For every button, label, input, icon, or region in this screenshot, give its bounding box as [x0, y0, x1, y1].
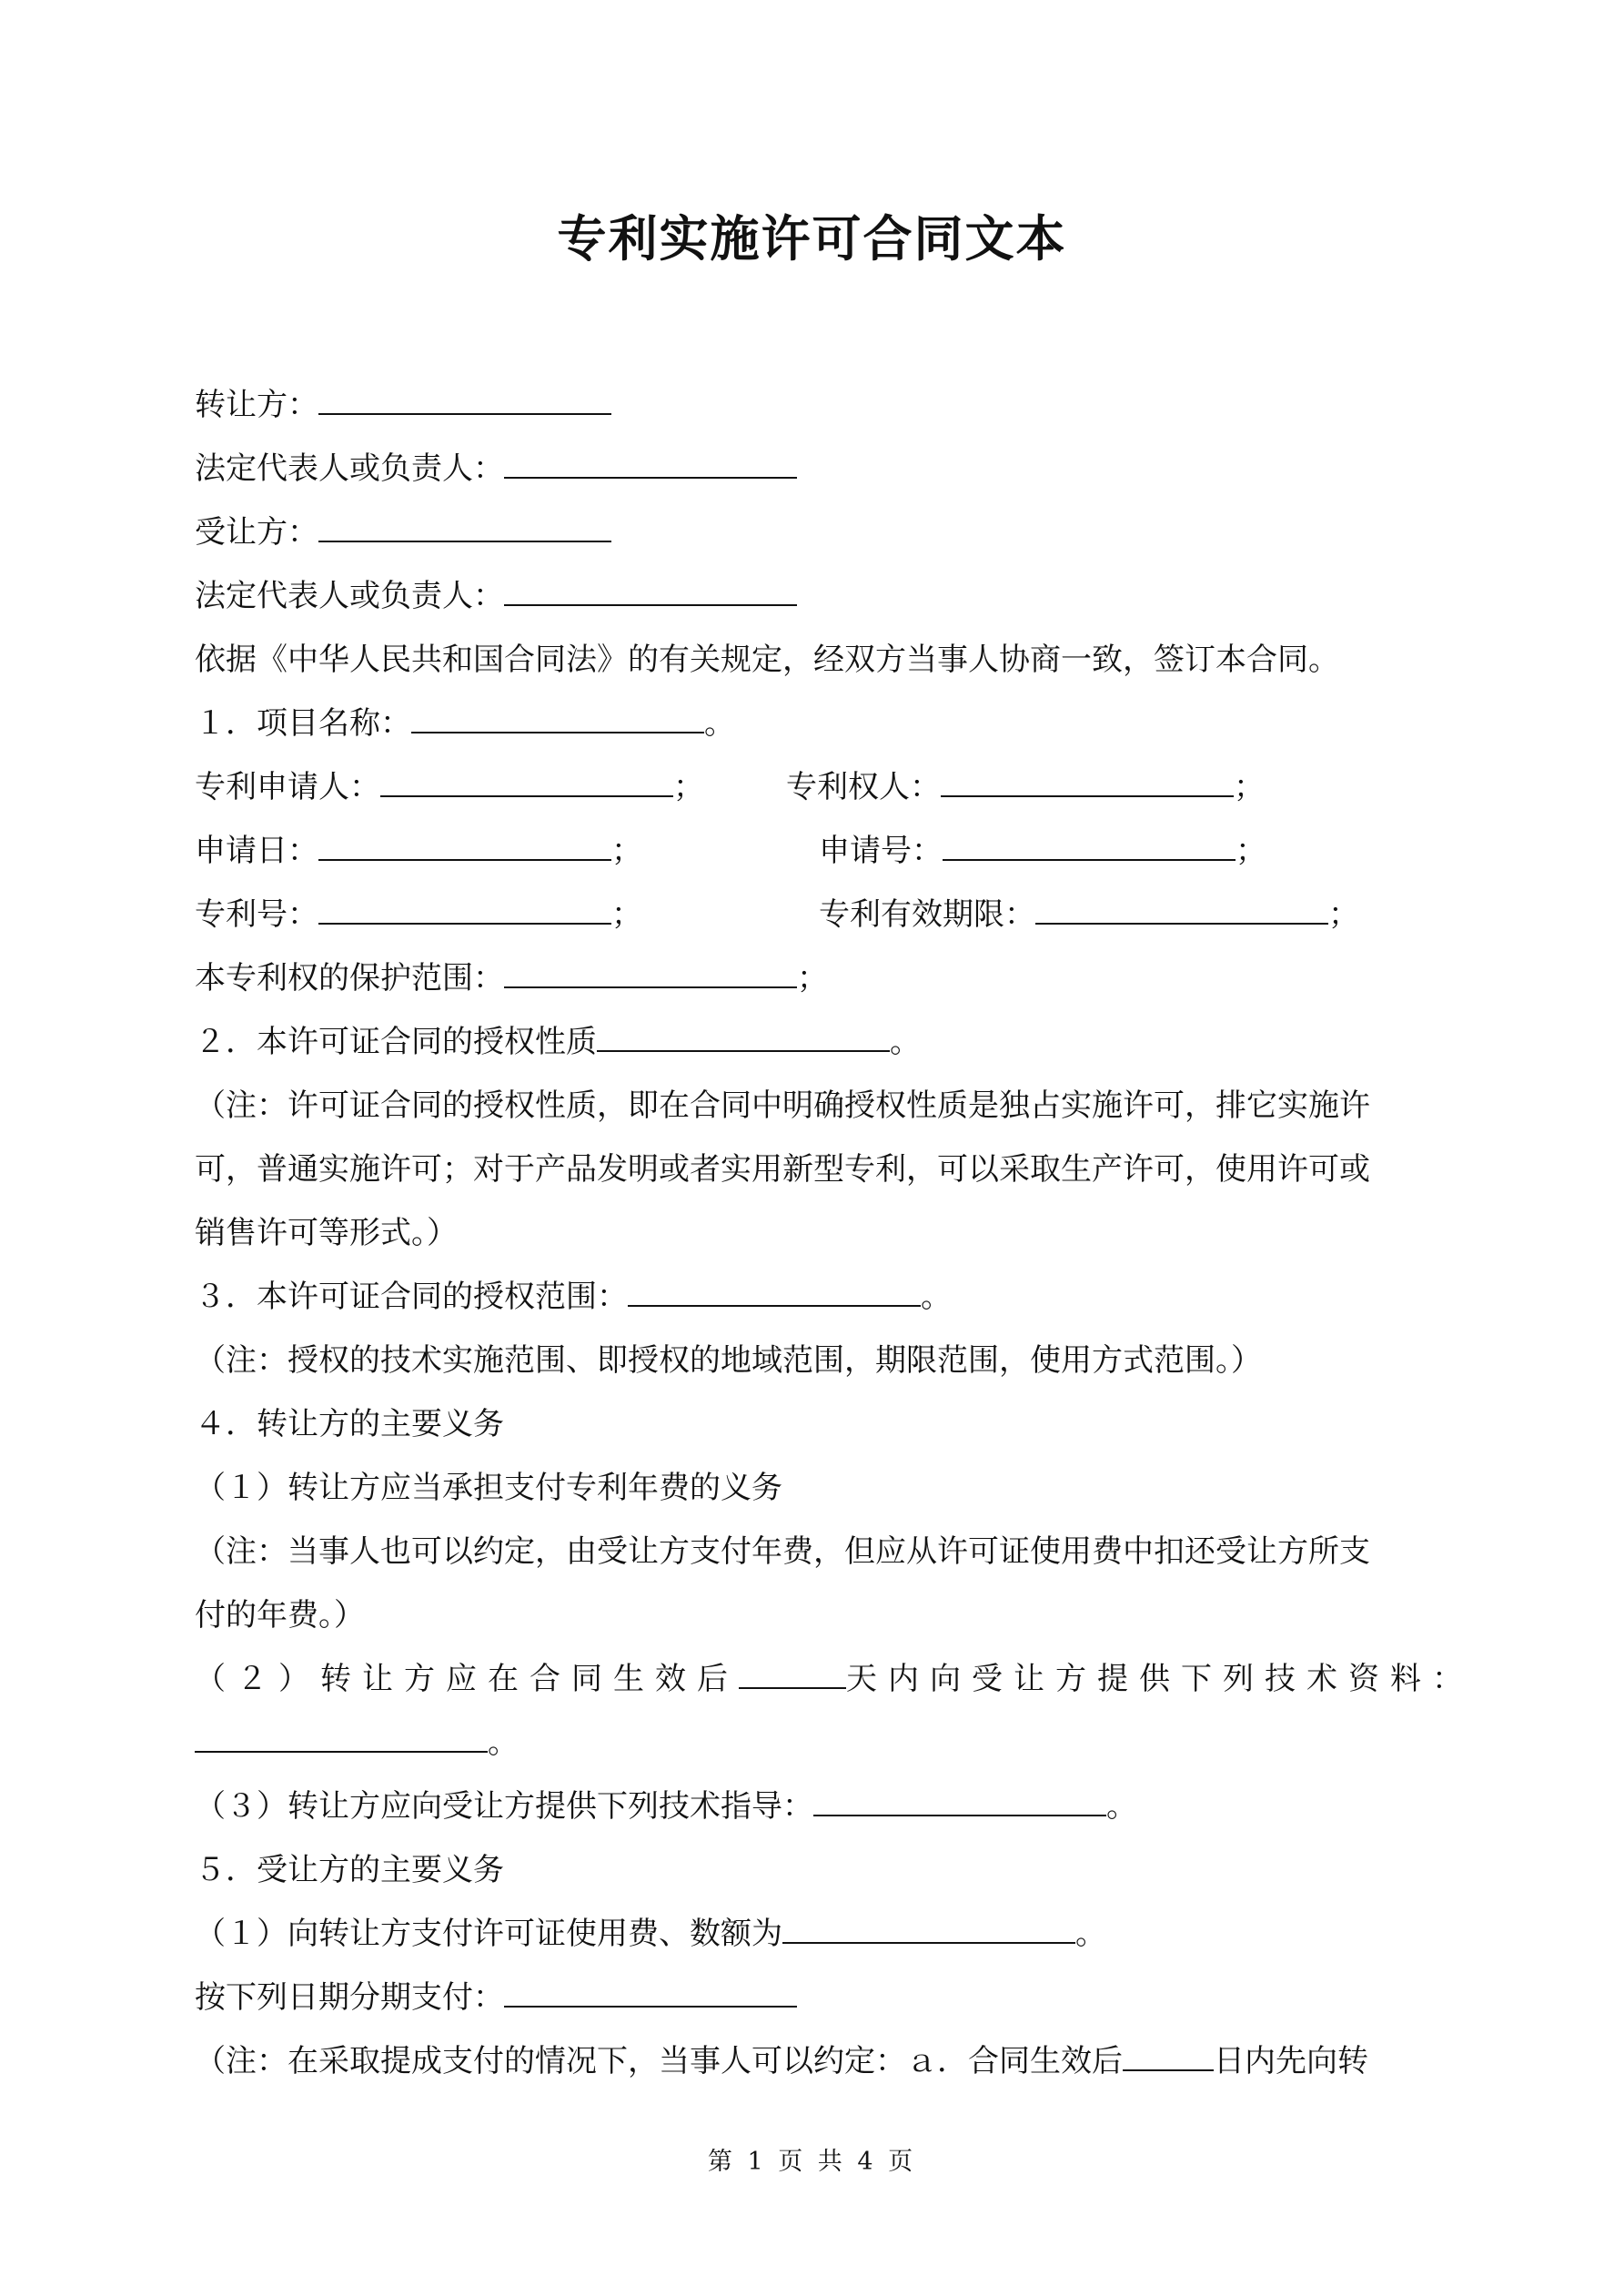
installment-line [195, 1975, 797, 2020]
app-date-semicolon: ； [611, 833, 642, 869]
legal-rep-label-2: 法定代表人或负责人： [195, 578, 504, 614]
patentee-label: 专利权人： [786, 769, 941, 805]
applicant-line [195, 764, 704, 810]
section-3-label: ３．本许可证合同的授权范围： [195, 1279, 628, 1315]
app-date-line [195, 828, 642, 874]
document-title: 专利实施许可合同文本 [557, 209, 1067, 268]
note-2-line-2: 可，普通实施许可；对于产品发明或者实用新型专利，可以采取生产许可，使用许可或 [195, 1151, 1370, 1188]
tech-data-blank[interactable] [195, 1720, 488, 1753]
section-5-item-1 [195, 1911, 1106, 1957]
tech-data-line [195, 1720, 519, 1765]
section-4-item-1: （１）转让方应当承担支付专利年费的义务 [195, 1470, 782, 1506]
transferor-blank[interactable] [318, 382, 611, 415]
basis-paragraph: 依据《中华人民共和国合同法》的有关规定，经双方当事人协商一致，签订本合同。 [195, 642, 1339, 678]
installment-blank[interactable] [504, 1975, 797, 2008]
patent-no-label: 专利号： [195, 896, 318, 933]
scope-label: 本专利权的保护范围： [195, 960, 504, 996]
legal-rep-line [195, 446, 797, 491]
fee-amount-blank[interactable] [782, 1911, 1075, 1944]
license-nature-blank[interactable] [597, 1019, 890, 1052]
note-5-days-blank[interactable] [1123, 2038, 1214, 2071]
section-5-item-1-label: （１）向转让方支付许可证使用费、数额为 [195, 1916, 782, 1952]
transferee-line [195, 510, 611, 555]
note-4-line-1: （注：当事人也可以约定，由受让方支付年费，但应从许可证使用费中扣还受让方所支 [195, 1533, 1370, 1570]
tech-data-end: 。 [488, 1725, 519, 1761]
license-scope-blank[interactable] [628, 1274, 921, 1307]
section-4-heading: ４．转让方的主要义务 [195, 1406, 504, 1442]
section-4-item-2-a: （２）转让方应在合同生效后 [195, 1661, 739, 1697]
section-3-line [195, 1274, 952, 1320]
validity-label: 专利有效期限： [819, 896, 1035, 933]
applicant-label: 专利申请人： [195, 769, 380, 805]
scope-blank[interactable] [504, 956, 797, 988]
validity-line [819, 892, 1359, 937]
section-4-item-3-label: （３）转让方应向受让方提供下列技术指导： [195, 1788, 813, 1825]
transferor-line [195, 382, 611, 428]
installment-label: 按下列日期分期支付： [195, 1979, 504, 2016]
legal-rep-blank-2[interactable] [504, 573, 797, 606]
section-3-end: 。 [921, 1279, 952, 1315]
section-5-heading: ５．受让方的主要义务 [195, 1852, 504, 1888]
note-2-line-3: 销售许可等形式。） [195, 1215, 458, 1251]
section-1-line [195, 701, 735, 746]
patentee-semicolon: ； [1234, 769, 1265, 805]
scope-line [195, 956, 828, 1001]
project-name-blank[interactable] [411, 701, 704, 733]
note-3-line: （注：授权的技术实施范围、即授权的地域范围，期限范围，使用方式范围。） [195, 1342, 1262, 1379]
section-2-label: ２．本许可证合同的授权性质 [195, 1024, 597, 1060]
patent-no-line [195, 892, 642, 937]
note-4-line-2: 付的年费。） [195, 1597, 365, 1633]
section-1-label: １．项目名称： [195, 705, 411, 742]
app-date-blank[interactable] [318, 828, 611, 861]
note-5-b: 日内先向转 [1214, 2043, 1368, 2079]
note-5-line [195, 2038, 1368, 2084]
page-footer: 第 1 页 共 4 页 [707, 2148, 917, 2176]
app-no-semicolon: ； [1236, 833, 1266, 869]
legal-rep-blank[interactable] [504, 446, 797, 479]
patentee-blank[interactable] [941, 764, 1234, 797]
section-4-item-3-end: 。 [1106, 1788, 1137, 1825]
transferee-blank[interactable] [318, 510, 611, 542]
patent-no-semicolon: ； [611, 896, 642, 933]
applicant-blank[interactable] [380, 764, 673, 797]
legal-rep-line-2 [195, 573, 797, 619]
section-4-item-3 [195, 1784, 1137, 1829]
app-no-line [819, 828, 1266, 874]
section-4-item-2 [195, 1656, 1474, 1702]
app-no-label: 申请号： [819, 833, 943, 869]
applicant-semicolon: ； [673, 769, 704, 805]
section-4-item-2-b: 天内向受让方提供下列技术资料： [846, 1661, 1474, 1697]
transferee-label: 受让方： [195, 514, 318, 551]
note-2-line-1: （注：许可证合同的授权性质，即在合同中明确授权性质是独占实施许可，排它实施许 [195, 1087, 1370, 1124]
section-2-end: 。 [890, 1024, 921, 1060]
days-blank[interactable] [739, 1656, 846, 1689]
note-5-a: （注：在采取提成支付的情况下，当事人可以约定：ａ．合同生效后 [195, 2043, 1123, 2079]
app-date-label: 申请日： [195, 833, 318, 869]
app-no-blank[interactable] [943, 828, 1236, 861]
legal-rep-label: 法定代表人或负责人： [195, 450, 504, 487]
transferor-label: 转让方： [195, 387, 318, 423]
validity-semicolon: ； [1328, 896, 1359, 933]
validity-blank[interactable] [1035, 892, 1328, 925]
scope-semicolon: ； [797, 960, 828, 996]
tech-guidance-blank[interactable] [813, 1784, 1106, 1816]
section-5-item-1-end: 。 [1075, 1916, 1106, 1952]
section-2-line [195, 1019, 921, 1065]
patentee-line [786, 764, 1265, 810]
patent-no-blank[interactable] [318, 892, 611, 925]
section-1-end: 。 [704, 705, 735, 742]
